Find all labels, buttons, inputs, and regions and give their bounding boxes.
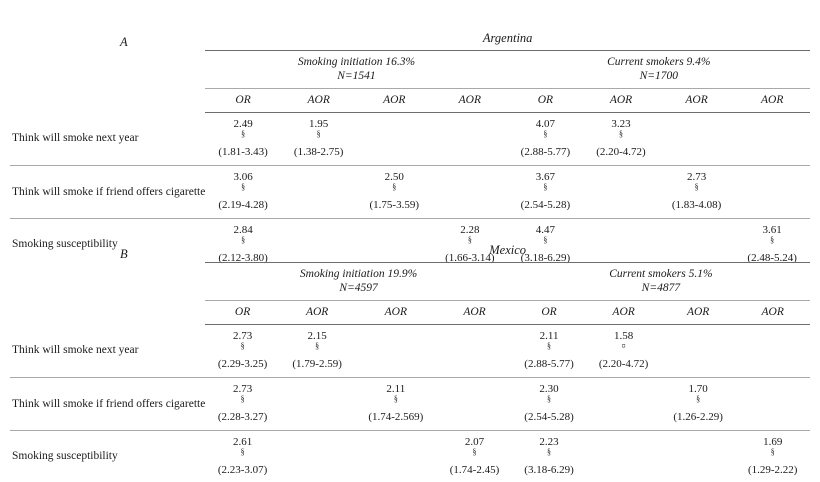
panel-b-r2c6 <box>586 377 661 430</box>
panel-b-group-1-title: Smoking initiation 19.9% <box>299 268 418 280</box>
panel-b-col-8: AOR <box>735 300 810 324</box>
est: 2.73 <box>686 170 707 183</box>
sig-symbol: § <box>472 447 477 457</box>
table-row <box>10 377 810 430</box>
panel-a-r1c7 <box>659 112 735 165</box>
ci: (2.48-5.24) <box>747 252 797 265</box>
est: 2.11 <box>539 329 559 342</box>
est: 2.23 <box>539 435 559 448</box>
panel-a-letter: A <box>120 35 129 49</box>
panel-a-row-2-label: Think will smoke if friend offers cigarette <box>10 165 205 218</box>
ci: (2.54-5.28) <box>524 411 574 424</box>
sig-symbol: § <box>241 129 246 139</box>
panel-a-row-1-label: Think will smoke next year <box>10 112 205 165</box>
panel-b-r1c6 <box>586 324 661 377</box>
panel-a-col-5: OR <box>508 88 584 112</box>
panel-a-group-2 <box>508 51 810 89</box>
panel-b-table <box>10 240 810 482</box>
panel-a-col-8: AOR <box>734 88 810 112</box>
panel-b-group-1-n: N=4597 <box>339 282 378 295</box>
panel-a-r2c5 <box>508 165 584 218</box>
panel-b-row-2-label: Think will smoke if friend offers cigarette <box>10 377 205 430</box>
panel-b-r2c2 <box>280 377 355 430</box>
sig-symbol: § <box>543 129 548 139</box>
panel-a-col-4: AOR <box>432 88 508 112</box>
panel-a-r1c5 <box>508 112 584 165</box>
panel-b-r1c1 <box>205 324 280 377</box>
sig-symbol: § <box>467 235 472 245</box>
ci: (2.12-3.80) <box>218 252 268 265</box>
est: 3.61 <box>762 223 782 236</box>
est: 2.30 <box>539 382 559 395</box>
panel-a-r1c2 <box>281 112 357 165</box>
table-row <box>10 112 810 165</box>
panel-b-r1c4 <box>437 324 512 377</box>
ci: (2.54-5.28) <box>520 199 571 212</box>
panel-b-colhead-row <box>10 300 810 324</box>
sig-symbol: § <box>240 447 245 457</box>
ci: (2.88-5.77) <box>524 358 574 371</box>
sig-symbol: § <box>770 235 775 245</box>
panel-b-r3c1 <box>205 430 280 482</box>
sig-symbol: § <box>392 182 397 192</box>
panel-a-r2c2 <box>281 165 357 218</box>
sig-symbol: § <box>315 341 320 351</box>
ci: (3.18-6.29) <box>520 252 571 265</box>
table-row <box>10 324 810 377</box>
panel-b-r2c5 <box>512 377 587 430</box>
est: 1.70 <box>688 382 708 395</box>
panel-b-group-2-title: Current smokers 5.1% <box>609 268 713 280</box>
panel-b-col-3: AOR <box>354 300 437 324</box>
panel-a-country-row <box>10 28 810 51</box>
panel-b-r3c8 <box>735 430 810 482</box>
panel-a-r1c4 <box>432 112 508 165</box>
sig-symbol: § <box>547 341 552 351</box>
est: 1.95 <box>309 117 329 130</box>
panel-a-r2c6 <box>583 165 659 218</box>
sig-symbol: § <box>241 235 246 245</box>
ci: (1.66-3.14) <box>445 252 495 265</box>
sig-symbol: § <box>694 182 699 192</box>
ci: (2.88-5.77) <box>520 146 571 159</box>
panel-a-group-1-title: Smoking initiation 16.3% <box>297 56 416 68</box>
table-row <box>10 165 810 218</box>
ci: (1.75-3.59) <box>369 199 419 212</box>
panel-b-r3c7 <box>661 430 736 482</box>
panel-a-col-2: AOR <box>281 88 357 112</box>
panel-b-r1c7 <box>661 324 736 377</box>
panel-b-r1c2 <box>280 324 355 377</box>
empty-corner-2 <box>10 263 205 301</box>
panel-a-r2c3 <box>356 165 432 218</box>
panel-a-r1c6 <box>583 112 659 165</box>
table-row <box>10 430 810 482</box>
est: 2.28 <box>460 223 480 236</box>
panel-b-group-row <box>10 263 810 301</box>
panel-b-r3c3 <box>354 430 437 482</box>
ci: (2.29-3.25) <box>217 358 268 371</box>
panel-b-r1c3 <box>354 324 437 377</box>
panel-b-col-7: AOR <box>661 300 736 324</box>
est: 3.23 <box>611 117 631 130</box>
panel-b-r2c4 <box>437 377 512 430</box>
sig-symbol: § <box>547 394 552 404</box>
est: 4.47 <box>535 223 556 236</box>
sig-symbol: § <box>241 182 246 192</box>
est: 2.73 <box>232 382 253 395</box>
ci: (2.20-4.72) <box>596 146 646 159</box>
panel-b-col-6: AOR <box>586 300 661 324</box>
sig-symbol: § <box>770 447 775 457</box>
panel-a-r2c8 <box>734 165 810 218</box>
ci: (2.23-3.07) <box>217 464 268 477</box>
panel-b-r2c3 <box>354 377 437 430</box>
empty-corner-3 <box>10 300 205 324</box>
panel-b-row-3-label: Smoking susceptibility <box>12 450 118 463</box>
panel-a-r2c7 <box>659 165 735 218</box>
panel-b-r3c6 <box>586 430 661 482</box>
ci: (1.38-2.75) <box>293 146 344 159</box>
est: 2.11 <box>386 382 406 395</box>
panel-a-r2c4 <box>432 165 508 218</box>
sig-symbol: § <box>316 129 321 139</box>
est: 2.07 <box>464 435 485 448</box>
est: 3.06 <box>233 170 253 183</box>
sig-symbol: § <box>547 447 552 457</box>
panel-a-row-3-label: Smoking susceptibility <box>12 238 118 251</box>
panel-a-country: Argentina <box>205 28 810 51</box>
panel-b-r3c4 <box>437 430 512 482</box>
panel-a-group-1-n: N=1541 <box>337 70 376 83</box>
ci: (1.83-4.08) <box>671 199 722 212</box>
ci: (1.26-2.29) <box>673 411 723 424</box>
panel-b-group-2-n: N=4877 <box>641 282 681 295</box>
sig-symbol: § <box>240 341 245 351</box>
empty-corner <box>10 28 205 51</box>
empty-corner-2 <box>10 51 205 89</box>
panel-b-col-2: AOR <box>280 300 355 324</box>
panel-b-country-row <box>10 240 810 263</box>
panel-a-group-row <box>10 51 810 89</box>
panel-a-col-6: AOR <box>583 88 659 112</box>
panel-a-r1c1 <box>205 112 281 165</box>
panel-a-col-1: OR <box>205 88 281 112</box>
est: 2.61 <box>232 435 253 448</box>
ci: (2.28-3.27) <box>217 411 268 424</box>
panel-a-group-2-n: N=1700 <box>639 70 679 83</box>
panel-b-r2c1 <box>205 377 280 430</box>
sig-symbol: ¤ <box>621 341 626 351</box>
empty-corner <box>10 240 205 263</box>
panel-a-col-3: AOR <box>356 88 432 112</box>
panel-b-r3c2 <box>280 430 355 482</box>
panel-b-col-4: AOR <box>437 300 512 324</box>
ci: (1.79-2.59) <box>292 358 342 371</box>
panel-a-table <box>10 28 810 270</box>
sig-symbol: § <box>240 394 245 404</box>
panel-a-group-2-title: Current smokers 9.4% <box>607 56 711 68</box>
est: 2.50 <box>384 170 404 183</box>
sig-symbol: § <box>393 394 398 404</box>
panel-b-r2c8 <box>735 377 810 430</box>
est: 2.73 <box>232 329 253 342</box>
est: 2.49 <box>233 117 253 130</box>
sig-symbol: § <box>543 182 548 192</box>
est: 1.58 <box>613 329 634 342</box>
panel-a-r1c8 <box>734 112 810 165</box>
ci: (1.74-2.569) <box>368 411 424 424</box>
est: 4.07 <box>535 117 556 130</box>
sig-symbol: § <box>696 394 701 404</box>
panel-b-letter: B <box>120 247 129 261</box>
panel-a-r2c1 <box>205 165 281 218</box>
panel-b-col-1: OR <box>205 300 280 324</box>
panel-b-group-2 <box>512 263 810 301</box>
panel-b-group-1 <box>205 263 511 301</box>
est: 1.69 <box>763 435 783 448</box>
panel-b-col-5: OR <box>512 300 587 324</box>
panel-a-r1c3 <box>356 112 432 165</box>
panel-b-r1c5 <box>512 324 587 377</box>
ci: (1.29-2.22) <box>747 464 798 477</box>
panel-b-r3c5 <box>512 430 587 482</box>
ci: (1.74-2.45) <box>449 464 500 477</box>
empty-corner-3 <box>10 88 205 112</box>
est: 3.67 <box>535 170 556 183</box>
panel-b-r1c8 <box>735 324 810 377</box>
ci: (2.20-4.72) <box>598 358 649 371</box>
panel-a-col-7: AOR <box>659 88 735 112</box>
ci: (2.19-4.28) <box>218 199 268 212</box>
ci: (3.18-6.29) <box>524 464 574 477</box>
panel-a-group-1 <box>205 51 507 89</box>
sig-symbol: § <box>543 235 548 245</box>
ci: (1.81-3.43) <box>218 146 268 159</box>
sig-symbol: § <box>618 129 623 139</box>
panel-b-row-1-label: Think will smoke next year <box>10 324 205 377</box>
est: 2.84 <box>233 223 253 236</box>
panel-b-country: Mexico <box>205 240 810 263</box>
panel-b-r2c7 <box>661 377 736 430</box>
est: 2.15 <box>307 329 327 342</box>
panel-a-colhead-row <box>10 88 810 112</box>
